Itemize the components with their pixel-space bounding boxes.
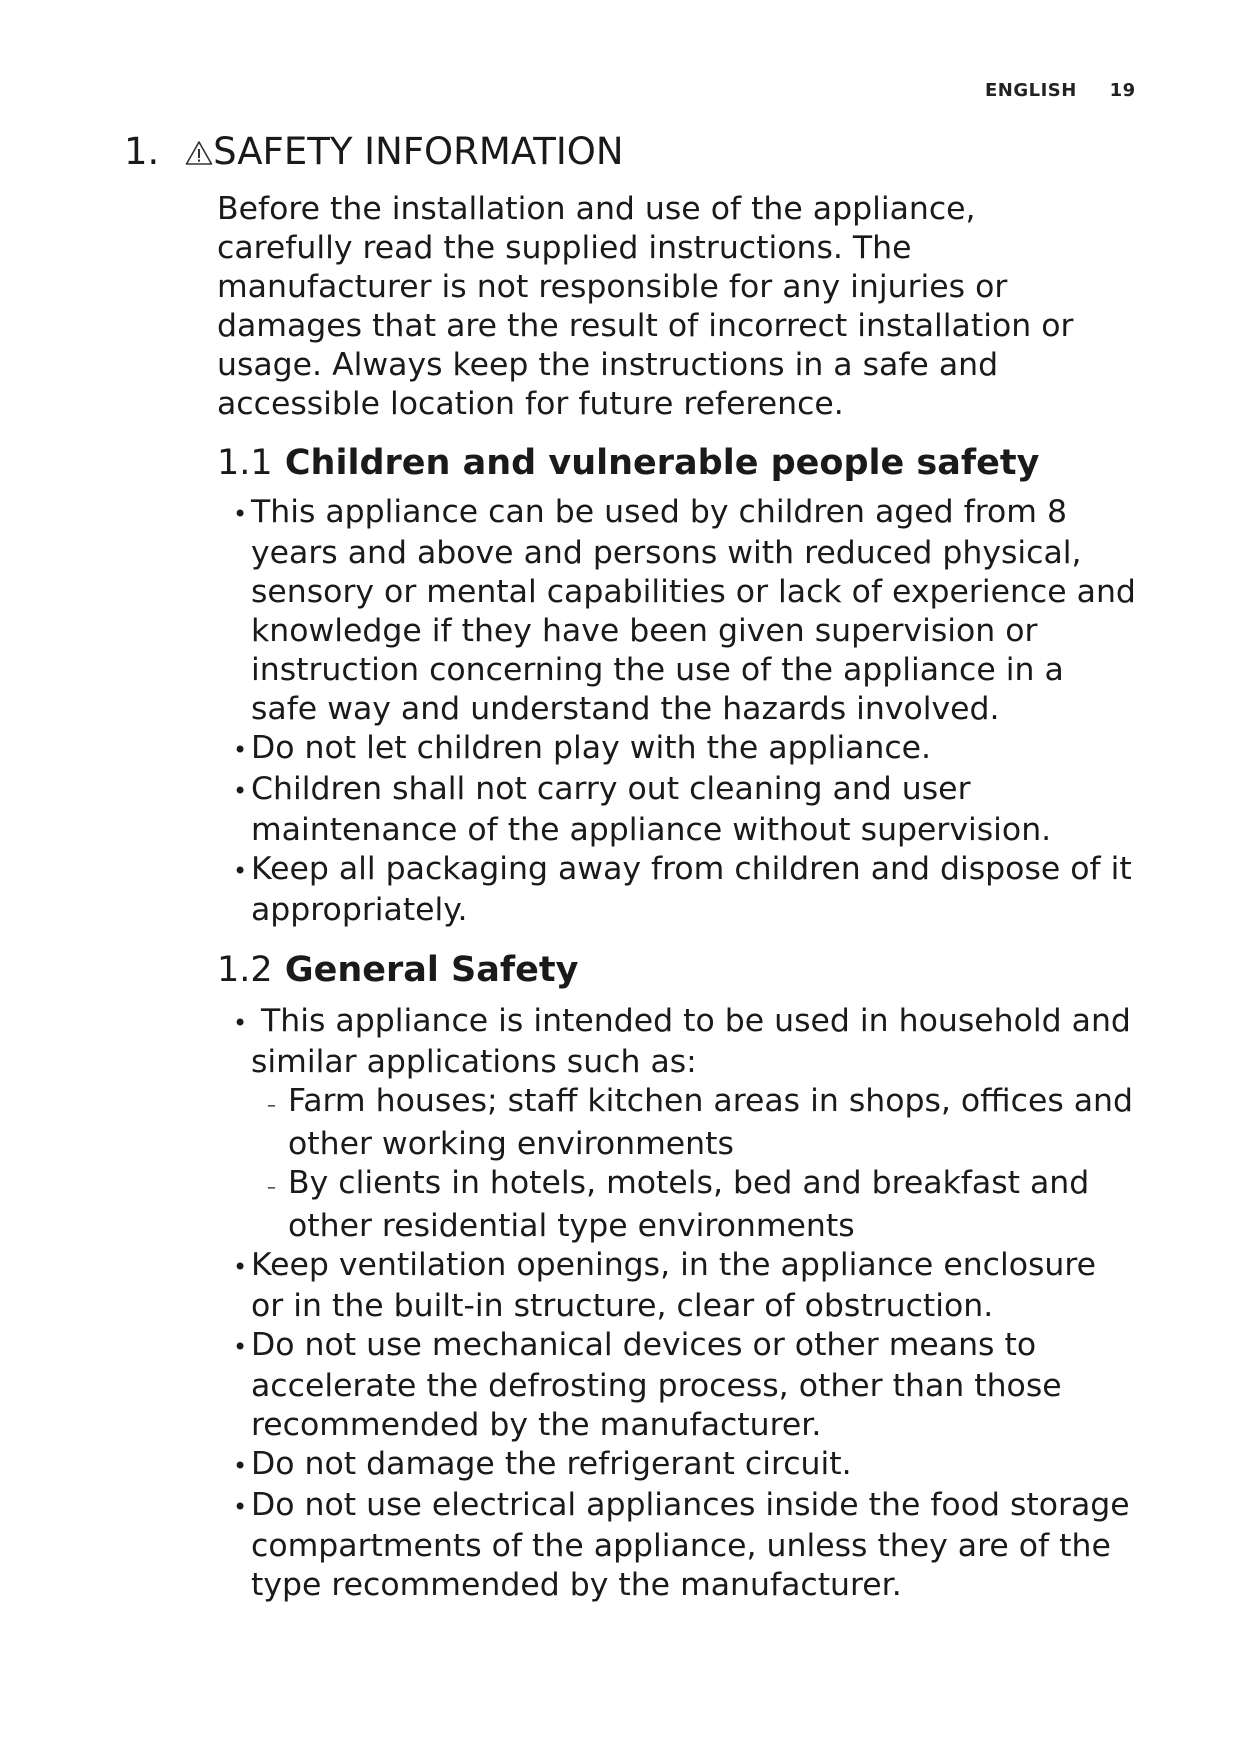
sub-list-item: – By clients in hotels, motels, bed and breakfast and other residential type environments [246,1164,1137,1246]
list-item: • Do not use mechanical devices or other means to accelerate the defrosting process, other than those recommended by the manufacturer. [217,1326,1137,1445]
warning-triangle-icon [185,132,213,158]
content [217,190,1137,1605]
language-label: ENGLISH [985,80,1077,101]
list-item: • Do not use electrical appliances inside the food storage compartments of the appliance, unless they are of the type recommended by the manufacturer. [217,1486,1137,1605]
list-item: • Keep ventilation openings, in the appliance enclosure or in the built-in structure, clear of obstruction. [217,1246,1137,1326]
subsection-title: General Safety [284,950,579,990]
sub-list-item: – Farm houses; staff kitchen areas in shops, offices and other working environments [246,1082,1137,1164]
list-item: • This appliance can be used by children aged from 8 years and above and persons with reduced physical, sensory or mental capabilities or lack of experience and knowledge if they have been given supervision or instruction concerning the use of the appliance in a safe way and understand the hazards involved. [217,493,1137,729]
intro-paragraph: Before the installation and use of the appliance, carefully read the supplied instructions. The manufacturer is not responsible for any injuries or damages that are the result of incorrect installation or usage. Always keep the instructions in a safe and accessible location for future reference. [217,191,1074,422]
subsection-heading-children-safety [217,443,1137,483]
list-item-text: This appliance is intended to be used in household and similar applications such as: [251,1003,1131,1080]
list-item: • Do not damage the refrigerant circuit. [217,1445,1137,1486]
general-safety-list [217,1002,1137,1605]
section-title-text: SAFETY INFORMATION [213,130,624,173]
section-number: 1. [124,130,160,173]
list-item: • Keep all packaging away from children and dispose of it appropriately. [217,850,1137,930]
subsection-number: 1.2 [217,950,273,990]
page-number: 19 [1109,80,1136,101]
section-title [124,130,624,173]
subsection-number: 1.1 [217,443,273,483]
children-safety-list [217,493,1137,930]
page-header [985,80,1136,101]
list-item [217,1002,1137,1246]
subsection-title: Children and vulnerable people safety [284,443,1040,483]
list-item: • Do not let children play with the appliance. [217,729,1137,770]
sub-list [251,1082,1137,1246]
list-item: • Children shall not carry out cleaning and user maintenance of the appliance without supervision. [217,770,1137,850]
subsection-heading-general-safety [217,950,1137,990]
